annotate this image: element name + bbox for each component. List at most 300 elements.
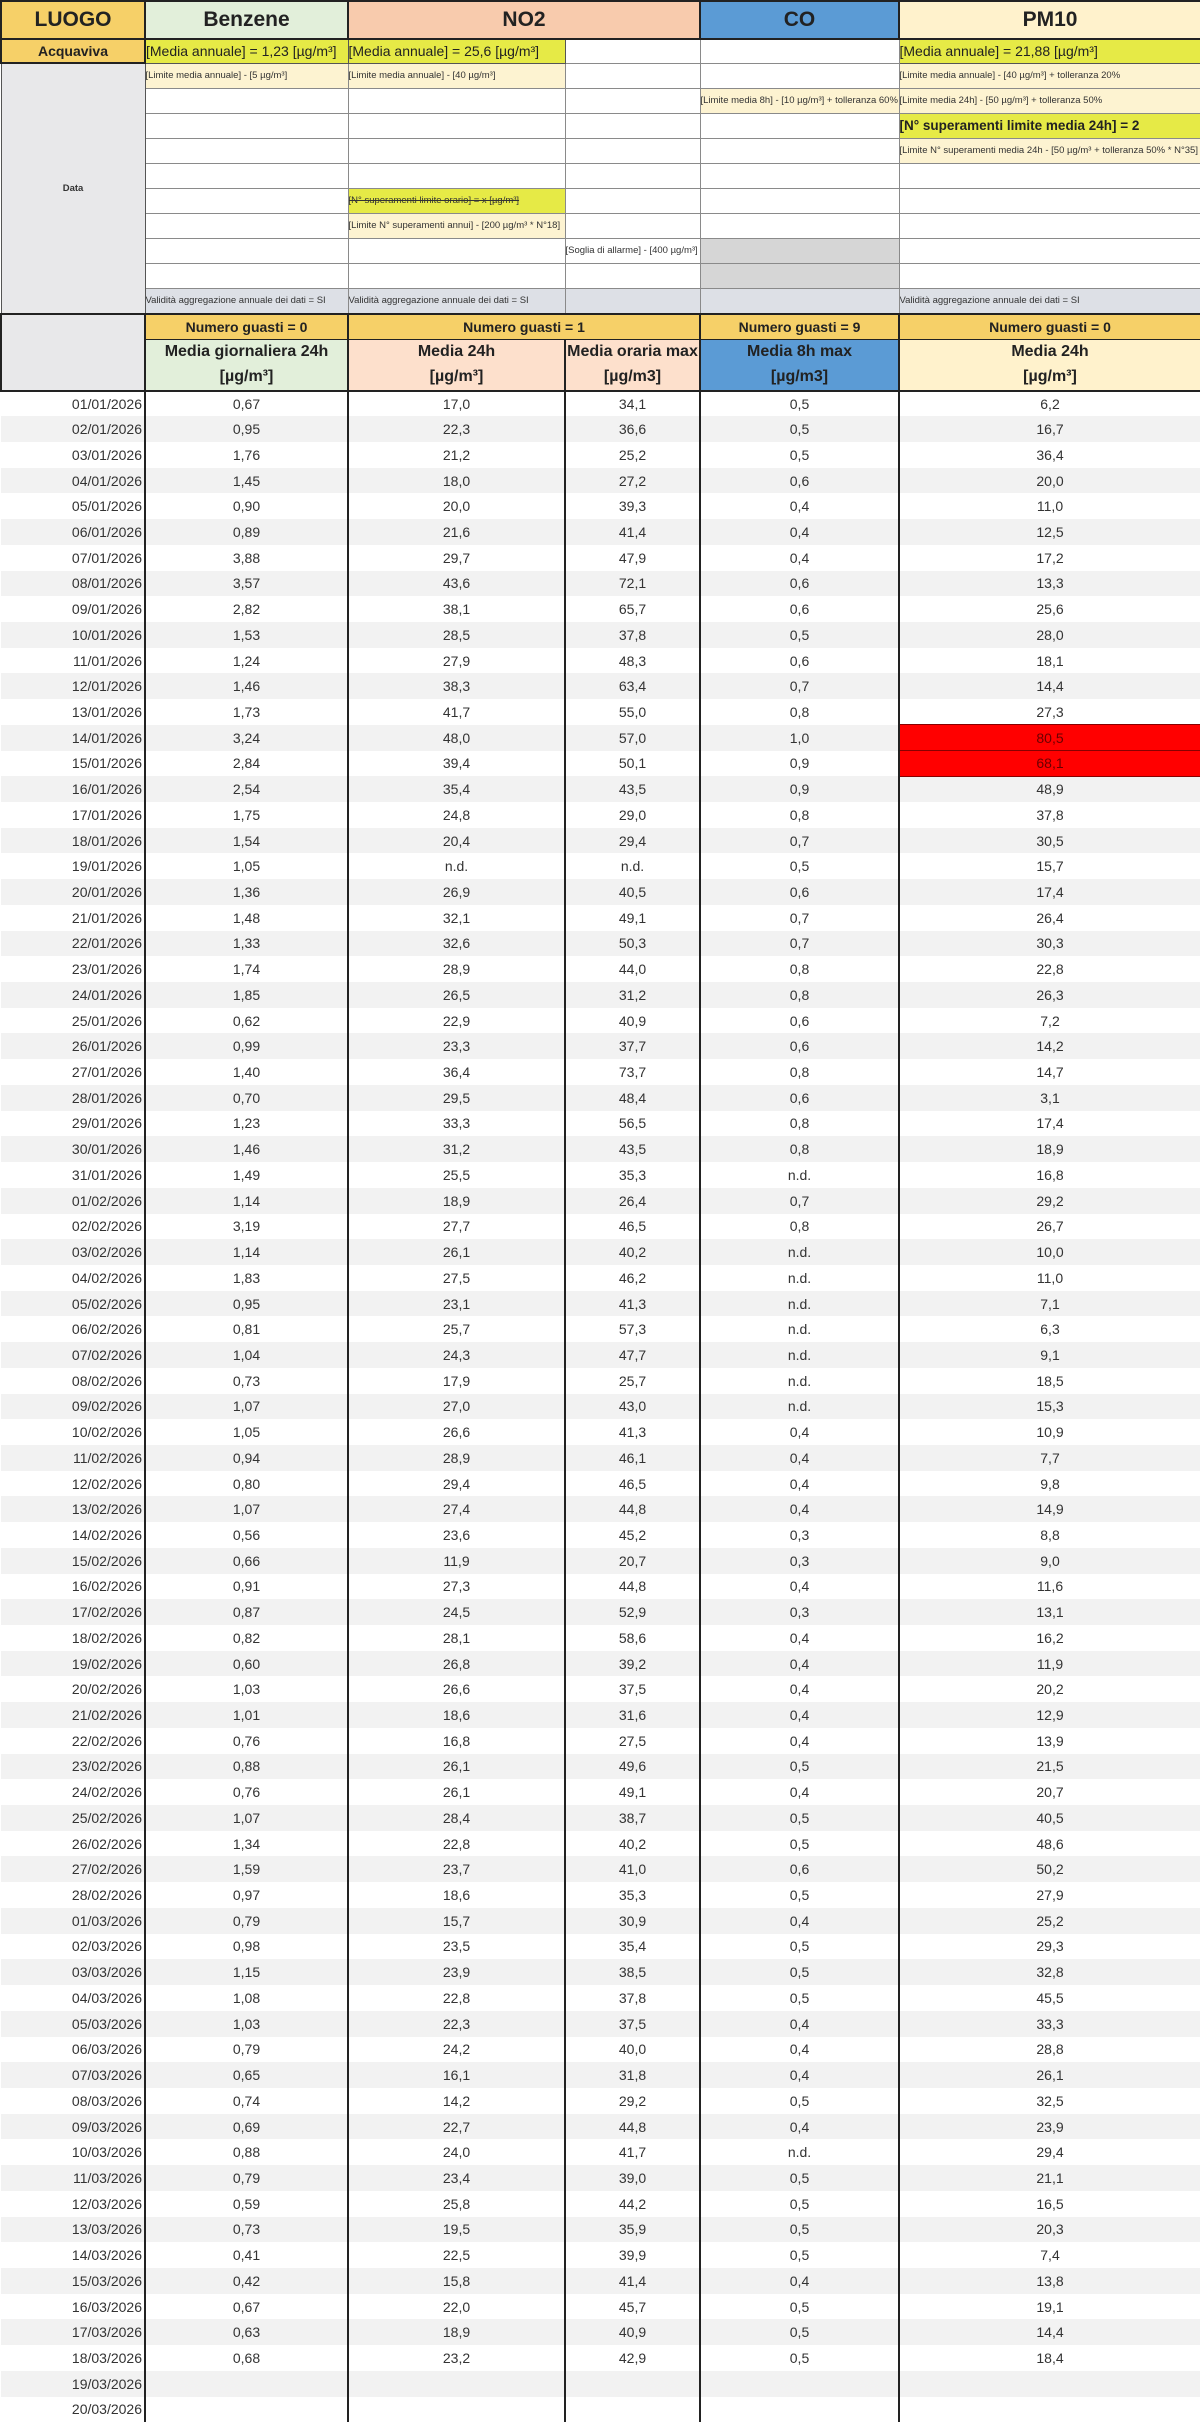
no2-max-cell: n.d.: [565, 853, 700, 879]
no2-max-cell: 29,4: [565, 828, 700, 854]
date-cell: 30/01/2026: [1, 1136, 145, 1162]
pm10-cell: 17,2: [899, 545, 1200, 571]
co-cell: 0,6: [700, 571, 899, 597]
co-cell: n.d.: [700, 2139, 899, 2165]
no2-avg-cell: 17,0: [348, 391, 565, 417]
table-row: [1, 2345, 1200, 2371]
table-row: [1, 2217, 1200, 2243]
no2-max-cell: [565, 2397, 700, 2422]
no2-max-cell: 25,2: [565, 442, 700, 468]
co-cell: 0,3: [700, 1599, 899, 1625]
co-cell: 0,6: [700, 1008, 899, 1034]
date-cell: 01/03/2026: [1, 1908, 145, 1934]
benzene-cell: 1,04: [145, 1342, 348, 1368]
no2-max-unit: [µg/m3]: [565, 364, 700, 391]
no2-max-cell: 73,7: [565, 1059, 700, 1085]
table-row: [1, 1959, 1200, 1985]
no2-avg-cell: 29,7: [348, 545, 565, 571]
no2-max-cell: 39,3: [565, 493, 700, 519]
table-row: [1, 1522, 1200, 1548]
benzene-cell: 0,70: [145, 1085, 348, 1111]
no2-avg-cell: 24,8: [348, 802, 565, 828]
no2-max-cell: 39,9: [565, 2242, 700, 2268]
table-row: [1, 648, 1200, 674]
table-row: [1, 493, 1200, 519]
benzene-cell: [145, 2397, 348, 2422]
no2-avg-cell: 25,7: [348, 1316, 565, 1342]
no2-max-cell: 50,1: [565, 751, 700, 777]
benzene-cell: 1,08: [145, 1985, 348, 2011]
table-row: [1, 1445, 1200, 1471]
no2-avg-cell: 28,9: [348, 956, 565, 982]
date-cell: 01/01/2026: [1, 391, 145, 417]
no2-avg-cell: 27,0: [348, 1394, 565, 1420]
pm10-cell: 40,5: [899, 1805, 1200, 1831]
no2-avg-cell: 22,9: [348, 1008, 565, 1034]
annual-average-row: [1, 39, 1200, 63]
co-cell: 0,4: [700, 2114, 899, 2140]
table-row: [1, 1316, 1200, 1342]
benzene-cell: 3,24: [145, 725, 348, 751]
no2-avg-cell: 20,4: [348, 828, 565, 854]
table-row: [1, 673, 1200, 699]
table-row: [1, 1908, 1200, 1934]
no2-max-cell: 35,3: [565, 1162, 700, 1188]
benzene-cell: 3,19: [145, 1214, 348, 1240]
no2-avg-subheader: Media 24h: [348, 339, 565, 364]
no2-avg-cell: 22,5: [348, 2242, 565, 2268]
benzene-validity: Validità aggregazione annuale dei dati = SI: [145, 288, 348, 314]
pm10-cell: 18,9: [899, 1136, 1200, 1162]
pm10-cell: 7,2: [899, 1008, 1200, 1034]
no2-avg-cell: 29,5: [348, 1085, 565, 1111]
date-cell: 02/01/2026: [1, 416, 145, 442]
benzene-cell: 0,91: [145, 1574, 348, 1600]
table-row: [1, 1239, 1200, 1265]
no2-max-cell: 25,7: [565, 1368, 700, 1394]
pm10-cell: 20,7: [899, 1779, 1200, 1805]
benzene-cell: 0,88: [145, 1754, 348, 1780]
date-cell: 28/02/2026: [1, 1882, 145, 1908]
no2-avg-cell: 33,3: [348, 1111, 565, 1137]
pm10-cell: 36,4: [899, 442, 1200, 468]
no2-avg-cell: 27,9: [348, 648, 565, 674]
table-row: [1, 442, 1200, 468]
co-cell: 0,9: [700, 776, 899, 802]
table-row: [1, 1625, 1200, 1651]
benzene-cell: 0,62: [145, 1008, 348, 1034]
table-row: [1, 1471, 1200, 1497]
date-cell: 20/01/2026: [1, 879, 145, 905]
table-row: [1, 1651, 1200, 1677]
date-cell: 19/02/2026: [1, 1651, 145, 1677]
co-cell: 0,4: [700, 1651, 899, 1677]
table-row: [1, 1882, 1200, 1908]
table-row: [1, 853, 1200, 879]
co-cell: 0,6: [700, 468, 899, 494]
date-cell: 10/03/2026: [1, 2139, 145, 2165]
table-row: [1, 2371, 1200, 2397]
benzene-cell: 0,67: [145, 391, 348, 417]
no2-max-cell: 29,0: [565, 802, 700, 828]
date-cell: 02/02/2026: [1, 1214, 145, 1240]
co-cell: 0,4: [700, 1728, 899, 1754]
luogo-header: LUOGO: [1, 1, 145, 39]
table-row: [1, 2165, 1200, 2191]
co-cell: 0,5: [700, 442, 899, 468]
table-row: [1, 1265, 1200, 1291]
benzene-cell: 0,63: [145, 2319, 348, 2345]
benzene-cell: 1,23: [145, 1111, 348, 1137]
benzene-cell: 0,67: [145, 2294, 348, 2320]
station-name: Acquaviva: [1, 39, 145, 63]
no2-max-cell: 43,5: [565, 1136, 700, 1162]
no2-max-cell: 40,9: [565, 1008, 700, 1034]
pm10-cell: 25,2: [899, 1908, 1200, 1934]
table-row: [1, 519, 1200, 545]
co-cell: 0,4: [700, 2037, 899, 2063]
date-cell: 12/03/2026: [1, 2191, 145, 2217]
table-row: [1, 2191, 1200, 2217]
table-row: [1, 1291, 1200, 1317]
benzene-unit: [µg/m³]: [145, 364, 348, 391]
pm10-cell: 26,4: [899, 905, 1200, 931]
co-cell: 0,4: [700, 2011, 899, 2037]
table-row: [1, 1419, 1200, 1445]
pm10-cell: 27,9: [899, 1882, 1200, 1908]
no2-avg-cell: 26,1: [348, 1779, 565, 1805]
date-cell: 25/02/2026: [1, 1805, 145, 1831]
pm10-cell: 19,1: [899, 2294, 1200, 2320]
table-row: [1, 699, 1200, 725]
no2-max-cell: 41,4: [565, 2268, 700, 2294]
date-cell: 05/02/2026: [1, 1291, 145, 1317]
benzene-cell: 1,53: [145, 622, 348, 648]
no2-avg-cell: 18,6: [348, 1702, 565, 1728]
co-cell: 0,9: [700, 751, 899, 777]
benzene-cell: 1,24: [145, 648, 348, 674]
date-cell: 16/01/2026: [1, 776, 145, 802]
date-cell: 04/01/2026: [1, 468, 145, 494]
no2-max-cell: 55,0: [565, 699, 700, 725]
benzene-cell: 0,68: [145, 2345, 348, 2371]
no2-avg-cell: 18,9: [348, 2319, 565, 2345]
table-row: [1, 1754, 1200, 1780]
pm10-cell: 12,5: [899, 519, 1200, 545]
benzene-cell: 0,90: [145, 493, 348, 519]
pm10-cell: 20,0: [899, 468, 1200, 494]
co-cell: 0,4: [700, 1779, 899, 1805]
co-cell: 0,6: [700, 1085, 899, 1111]
no2-max-cell: 30,9: [565, 1908, 700, 1934]
co-cell: 0,8: [700, 1111, 899, 1137]
date-cell: 10/02/2026: [1, 1419, 145, 1445]
co-cell: 0,4: [700, 1574, 899, 1600]
table-row: [1, 2037, 1200, 2063]
date-cell: 03/03/2026: [1, 1959, 145, 1985]
pm10-cell: 28,8: [899, 2037, 1200, 2063]
benzene-cell: 1,46: [145, 1136, 348, 1162]
no2-max-cell: 34,1: [565, 391, 700, 417]
co-cell: 0,5: [700, 1985, 899, 2011]
date-cell: 06/01/2026: [1, 519, 145, 545]
table-row: [1, 2011, 1200, 2037]
no2-avg-cell: 23,3: [348, 1033, 565, 1059]
co-cell: 0,5: [700, 2191, 899, 2217]
no2-max-cell: 39,2: [565, 1651, 700, 1677]
co-cell: 0,8: [700, 1059, 899, 1085]
co-cell: 0,5: [700, 2319, 899, 2345]
table-row: [1, 2294, 1200, 2320]
pm10-cell: 26,1: [899, 2062, 1200, 2088]
pm10-exceedances: [N° superamenti limite media 24h] = 2: [899, 113, 1200, 138]
pm10-cell: 16,5: [899, 2191, 1200, 2217]
co-cell: 0,5: [700, 2165, 899, 2191]
no2-avg-cell: 19,5: [348, 2217, 565, 2243]
date-cell: 19/03/2026: [1, 2371, 145, 2397]
no2-avg-cell: 23,2: [348, 2345, 565, 2371]
date-cell: 07/02/2026: [1, 1342, 145, 1368]
pm10-cell: 29,4: [899, 2139, 1200, 2165]
no2-avg-cell: 22,8: [348, 1831, 565, 1857]
no2-avg-cell: 11,9: [348, 1548, 565, 1574]
date-cell: 29/01/2026: [1, 1111, 145, 1137]
date-cell: 21/02/2026: [1, 1702, 145, 1728]
units-row: [1, 364, 1200, 391]
no2-avg-cell: [348, 2397, 565, 2422]
no2-exceedance-limit: [Limite N° superamenti annui] - [200 µg/m³ * N°18]: [348, 213, 565, 238]
co-cell: n.d.: [700, 1342, 899, 1368]
co-cell: 1,0: [700, 725, 899, 751]
benzene-cell: 0,65: [145, 2062, 348, 2088]
co-cell: 0,7: [700, 931, 899, 957]
date-cell: 07/03/2026: [1, 2062, 145, 2088]
benzene-cell: 1,07: [145, 1496, 348, 1522]
pm10-cell: 15,7: [899, 853, 1200, 879]
benzene-cell: 3,88: [145, 545, 348, 571]
no2-avg-cell: 22,3: [348, 2011, 565, 2037]
no2-max-cell: 46,2: [565, 1265, 700, 1291]
date-cell: 21/01/2026: [1, 905, 145, 931]
table-row: [1, 391, 1200, 417]
measurements-body: [1, 391, 1200, 2422]
benzene-cell: 0,82: [145, 1625, 348, 1651]
benzene-cell: 0,73: [145, 1368, 348, 1394]
benzene-cell: [145, 2371, 348, 2397]
table-row: [1, 545, 1200, 571]
table-row: [1, 1856, 1200, 1882]
date-cell: 14/02/2026: [1, 1522, 145, 1548]
pm10-cell: 20,2: [899, 1676, 1200, 1702]
date-cell: 17/02/2026: [1, 1599, 145, 1625]
date-cell: 23/02/2026: [1, 1754, 145, 1780]
co-cell: 0,8: [700, 1136, 899, 1162]
pm10-cell: 7,7: [899, 1445, 1200, 1471]
no2-max-cell: 38,5: [565, 1959, 700, 1985]
table-row: [1, 1085, 1200, 1111]
co-cell: 0,3: [700, 1522, 899, 1548]
co-cell: 0,4: [700, 1908, 899, 1934]
co-cell: [700, 2371, 899, 2397]
benzene-cell: 0,66: [145, 1548, 348, 1574]
benzene-cell: 1,05: [145, 1419, 348, 1445]
benzene-cell: 0,88: [145, 2139, 348, 2165]
co-cell: 0,8: [700, 802, 899, 828]
no2-avg-cell: 18,6: [348, 1882, 565, 1908]
date-cell: 13/01/2026: [1, 699, 145, 725]
benzene-cell: 1,34: [145, 1831, 348, 1857]
no2-max-cell: 39,0: [565, 2165, 700, 2191]
co-cell: 0,6: [700, 596, 899, 622]
benzene-annual-limit: [Limite media annuale] - [5 µg/m³]: [145, 63, 348, 88]
no2-avg-cell: 16,8: [348, 1728, 565, 1754]
date-cell: 07/01/2026: [1, 545, 145, 571]
no2-max-cell: 35,9: [565, 2217, 700, 2243]
no2-avg-cell: 39,4: [348, 751, 565, 777]
date-cell: 04/02/2026: [1, 1265, 145, 1291]
pm10-cell: 20,3: [899, 2217, 1200, 2243]
date-cell: 17/01/2026: [1, 802, 145, 828]
co-cell: 0,5: [700, 2345, 899, 2371]
pm10-unit: [µg/m³]: [899, 364, 1200, 391]
no2-avg-cell: 20,0: [348, 493, 565, 519]
benzene-cell: 1,45: [145, 468, 348, 494]
benzene-cell: 0,59: [145, 2191, 348, 2217]
co-cell: 0,4: [700, 519, 899, 545]
co-cell: 0,4: [700, 545, 899, 571]
no2-max-cell: 58,6: [565, 1625, 700, 1651]
table-row: [1, 1111, 1200, 1137]
no2-max-cell: 57,3: [565, 1316, 700, 1342]
co-cell: 0,5: [700, 2294, 899, 2320]
no2-max-cell: 46,5: [565, 1214, 700, 1240]
no2-avg-cell: 27,3: [348, 1574, 565, 1600]
benzene-cell: 1,49: [145, 1162, 348, 1188]
no2-max-cell: 35,4: [565, 1934, 700, 1960]
pm10-cell: 11,0: [899, 493, 1200, 519]
pm10-cell: 3,1: [899, 1085, 1200, 1111]
no2-faults: Numero guasti = 1: [348, 314, 700, 340]
table-row: [1, 751, 1200, 777]
benzene-cell: 1,07: [145, 1805, 348, 1831]
no2-avg-cell: 32,1: [348, 905, 565, 931]
co-cell: 0,5: [700, 1754, 899, 1780]
no2-annual-limit: [Limite media annuale] - [40 µg/m³]: [348, 63, 565, 88]
date-cell: 31/01/2026: [1, 1162, 145, 1188]
table-row: [1, 1136, 1200, 1162]
benzene-cell: 0,87: [145, 1599, 348, 1625]
date-cell: 19/01/2026: [1, 853, 145, 879]
co-cell: n.d.: [700, 1316, 899, 1342]
table-row: [1, 2114, 1200, 2140]
co-cell: 0,8: [700, 956, 899, 982]
co-cell: 0,6: [700, 1033, 899, 1059]
pm10-cell: 12,9: [899, 1702, 1200, 1728]
table-row: [1, 725, 1200, 751]
table-row: [1, 1831, 1200, 1857]
date-cell: 05/01/2026: [1, 493, 145, 519]
pm10-cell: 13,8: [899, 2268, 1200, 2294]
no2-avg-cell: 23,6: [348, 1522, 565, 1548]
co-cell: 0,5: [700, 391, 899, 417]
no2-max-cell: 49,1: [565, 905, 700, 931]
no2-avg-cell: 48,0: [348, 725, 565, 751]
no2-avg-cell: 23,4: [348, 2165, 565, 2191]
no2-max-cell: 37,8: [565, 1985, 700, 2011]
co-cell: 0,5: [700, 622, 899, 648]
no2-avg-cell: 38,3: [348, 673, 565, 699]
benzene-cell: 0,81: [145, 1316, 348, 1342]
co-cell: 0,7: [700, 1188, 899, 1214]
benzene-cell: 0,79: [145, 2165, 348, 2191]
pm10-cell: 13,9: [899, 1728, 1200, 1754]
no2-max-cell: 57,0: [565, 725, 700, 751]
benzene-cell: 1,14: [145, 1239, 348, 1265]
date-cell: 18/02/2026: [1, 1625, 145, 1651]
date-cell: 11/03/2026: [1, 2165, 145, 2191]
pm10-cell: 18,4: [899, 2345, 1200, 2371]
no2-avg-cell: 25,5: [348, 1162, 565, 1188]
date-cell: 25/01/2026: [1, 1008, 145, 1034]
table-row: [1, 1008, 1200, 1034]
co-cell: 0,5: [700, 1934, 899, 1960]
table-row: [1, 1985, 1200, 2011]
no2-max-cell: 20,7: [565, 1548, 700, 1574]
date-cell: 26/02/2026: [1, 1831, 145, 1857]
table-row: [1, 571, 1200, 597]
date-cell: 09/02/2026: [1, 1394, 145, 1420]
benzene-cell: 0,79: [145, 1908, 348, 1934]
benzene-cell: 1,59: [145, 1856, 348, 1882]
no2-avg-cell: 21,2: [348, 442, 565, 468]
pm10-cell: 13,1: [899, 1599, 1200, 1625]
date-cell: 13/03/2026: [1, 2217, 145, 2243]
pm10-cell: 10,9: [899, 1419, 1200, 1445]
benzene-cell: 1,03: [145, 2011, 348, 2037]
benzene-annual-average: [Media annuale] = 1,23 [µg/m³]: [145, 39, 348, 63]
pm10-cell: 15,3: [899, 1394, 1200, 1420]
pm10-cell: 32,5: [899, 2088, 1200, 2114]
pm10-faults: Numero guasti = 0: [899, 314, 1200, 340]
faults-row: [1, 314, 1200, 340]
benzene-cell: 0,76: [145, 1779, 348, 1805]
benzene-cell: 0,95: [145, 416, 348, 442]
no2-avg-cell: 28,5: [348, 622, 565, 648]
no2-avg-cell: 26,9: [348, 879, 565, 905]
no2-avg-cell: 18,0: [348, 468, 565, 494]
pm10-cell: 25,6: [899, 596, 1200, 622]
pm10-cell: 50,2: [899, 1856, 1200, 1882]
table-row: [1, 1599, 1200, 1625]
pm10-cell: 14,9: [899, 1496, 1200, 1522]
no2-max-cell: 45,7: [565, 2294, 700, 2320]
no2-max-cell: 37,5: [565, 1676, 700, 1702]
data-label: Data: [1, 63, 145, 314]
no2-max-cell: 41,0: [565, 1856, 700, 1882]
pm10-cell: 28,0: [899, 622, 1200, 648]
date-cell: 27/02/2026: [1, 1856, 145, 1882]
no2-max-cell: 41,7: [565, 2139, 700, 2165]
no2-avg-cell: 32,6: [348, 931, 565, 957]
date-cell: 20/02/2026: [1, 1676, 145, 1702]
co-8h-limit: [Limite media 8h] - [10 µg/m³] + tolleranza 60%: [700, 88, 899, 113]
benzene-cell: 1,85: [145, 982, 348, 1008]
no2-max-cell: 40,0: [565, 2037, 700, 2063]
no2-max-cell: 29,2: [565, 2088, 700, 2114]
co-cell: 0,6: [700, 648, 899, 674]
no2-max-cell: 50,3: [565, 931, 700, 957]
no2-max-cell: 41,3: [565, 1291, 700, 1317]
